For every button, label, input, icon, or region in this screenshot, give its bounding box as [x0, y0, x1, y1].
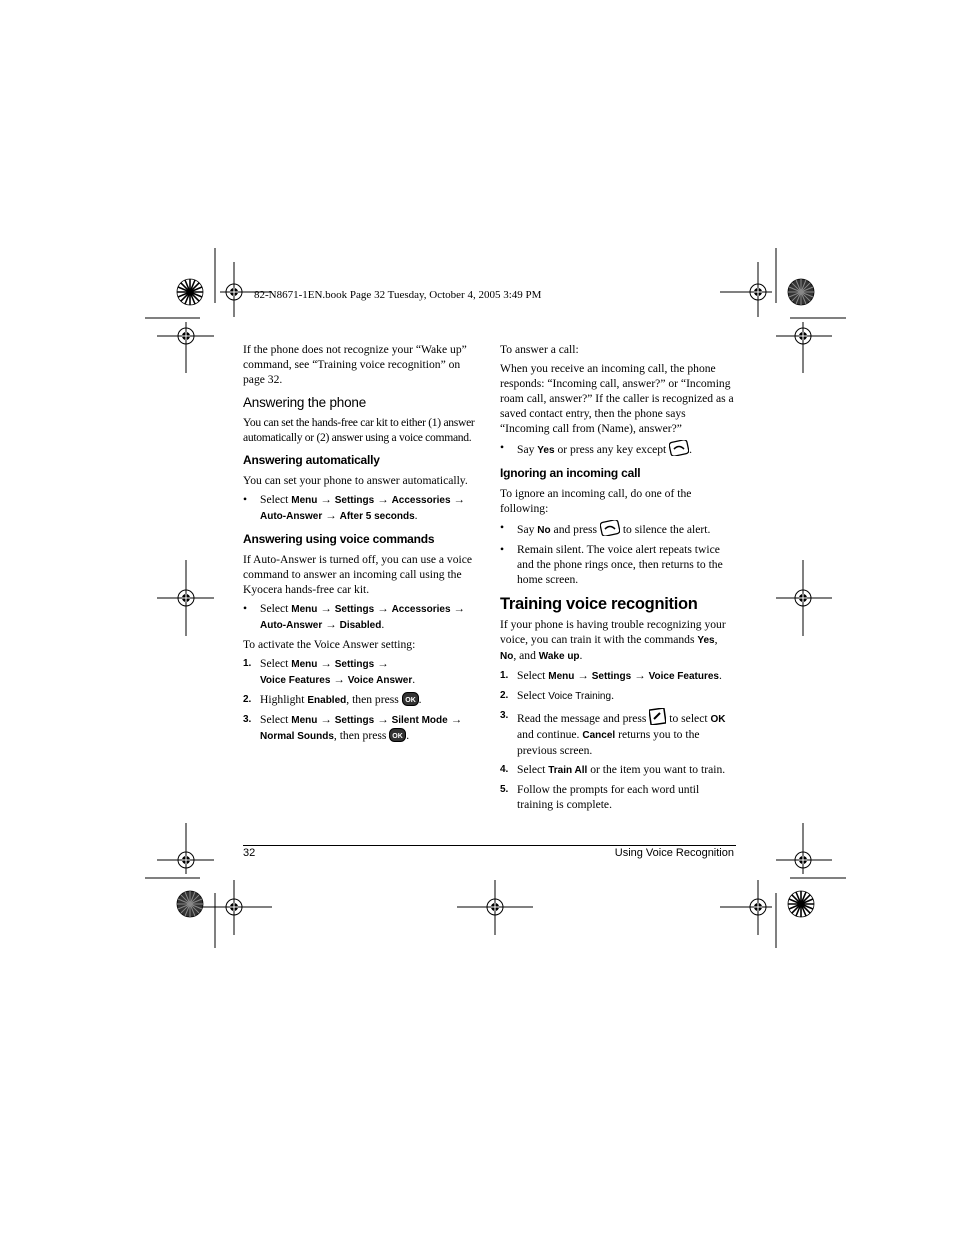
svg-text:OK: OK	[392, 733, 404, 740]
answering-paragraph: You can set the hands-free car kit to either (1) answer automatically or (2) answer using a voice command.	[243, 416, 475, 444]
subheading-voice-commands: Answering using voice commands	[243, 532, 435, 546]
end-call-key-icon	[600, 520, 620, 536]
footer-section-title: Using Voice Recognition	[614, 847, 734, 859]
list-item: 3. Read the message and press to select OK and continue. Cancel returns you to the previous screen.	[500, 710, 726, 757]
footer-rule	[243, 845, 736, 846]
auto-steps	[243, 492, 478, 524]
ok-key-icon	[389, 728, 406, 742]
ignore-steps	[500, 520, 736, 587]
auto-paragraph: You can set your phone to answer automatically.	[243, 474, 468, 487]
ignore-paragraph: To ignore an incoming call, do one of the following:	[500, 487, 692, 515]
subheading-ignoring: Ignoring an incoming call	[500, 466, 641, 480]
activate-steps	[243, 656, 478, 744]
intro-paragraph: If the phone does not recognize your “Wake up” command, see “Training voice recognition” on page 32.	[243, 343, 467, 386]
list-item: • Say Yes or press any key except .	[500, 440, 736, 458]
subheading-answering-automatically: Answering automatically	[243, 453, 380, 467]
list-item: • Remain silent. The voice alert repeats twice and the phone rings once, then returns to the home screen.	[500, 542, 736, 587]
svg-text:OK: OK	[404, 697, 416, 704]
answer-intro: To answer a call:	[500, 343, 579, 356]
list-item: 2. Highlight Enabled, then press OK .	[243, 693, 422, 706]
answer-steps	[500, 440, 736, 458]
left-column	[243, 342, 478, 748]
page-number: 32	[243, 847, 256, 859]
voice-paragraph: If Auto-Answer is turned off, you can use a voice command to answer an incoming call using the Kyocera hands-free car kit.	[243, 553, 473, 596]
list-item: 3. Select Menu → Settings → Silent Mode → Normal Sounds, then press OK .	[243, 713, 463, 742]
voice-steps	[243, 601, 478, 633]
training-steps	[500, 668, 736, 812]
list-item: 1. Select Menu → Settings → Voice Features → Voice Answer.	[243, 657, 416, 686]
answer-paragraph: When you receive an incoming call, the phone responds: “Incoming call, answer?” or “Incoming roam call, answer?” If the caller is recognized as a saved contact entry, then the phone says “Incoming call from (Name), answer?”	[500, 362, 734, 435]
list-item: 2. Select Voice Training.	[500, 689, 614, 702]
list-item: 5. Follow the prompts for each word until training is complete.	[500, 783, 700, 811]
activate-paragraph: To activate the Voice Answer setting:	[243, 638, 416, 651]
section-heading-answering: Answering the phone	[243, 395, 367, 410]
list-item: • Select Menu → Settings → Accessories → Auto-Answer → After 5 seconds.	[243, 492, 478, 524]
ok-key-icon	[402, 692, 419, 706]
list-item: 4. Select Train All or the item you want to train.	[500, 763, 726, 776]
right-column	[500, 342, 736, 816]
training-paragraph: If your phone is having trouble recognizing your voice, you can train it with the commands Yes, No, and Wake up.	[500, 618, 726, 662]
list-item: 1. Select Menu → Settings → Voice Features.	[500, 669, 722, 682]
list-item: • Say No and press to silence the alert.	[500, 520, 736, 538]
list-item: • Select Menu → Settings → Accessories → Auto-Answer → Disabled.	[243, 601, 478, 633]
left-softkey-icon	[649, 708, 666, 725]
end-call-key-icon	[669, 440, 689, 456]
section-heading-training: Training voice recognition	[500, 595, 698, 613]
print-slug: 82-N8671-1EN.book Page 32 Tuesday, October 4, 2005 3:49 PM	[254, 289, 542, 301]
